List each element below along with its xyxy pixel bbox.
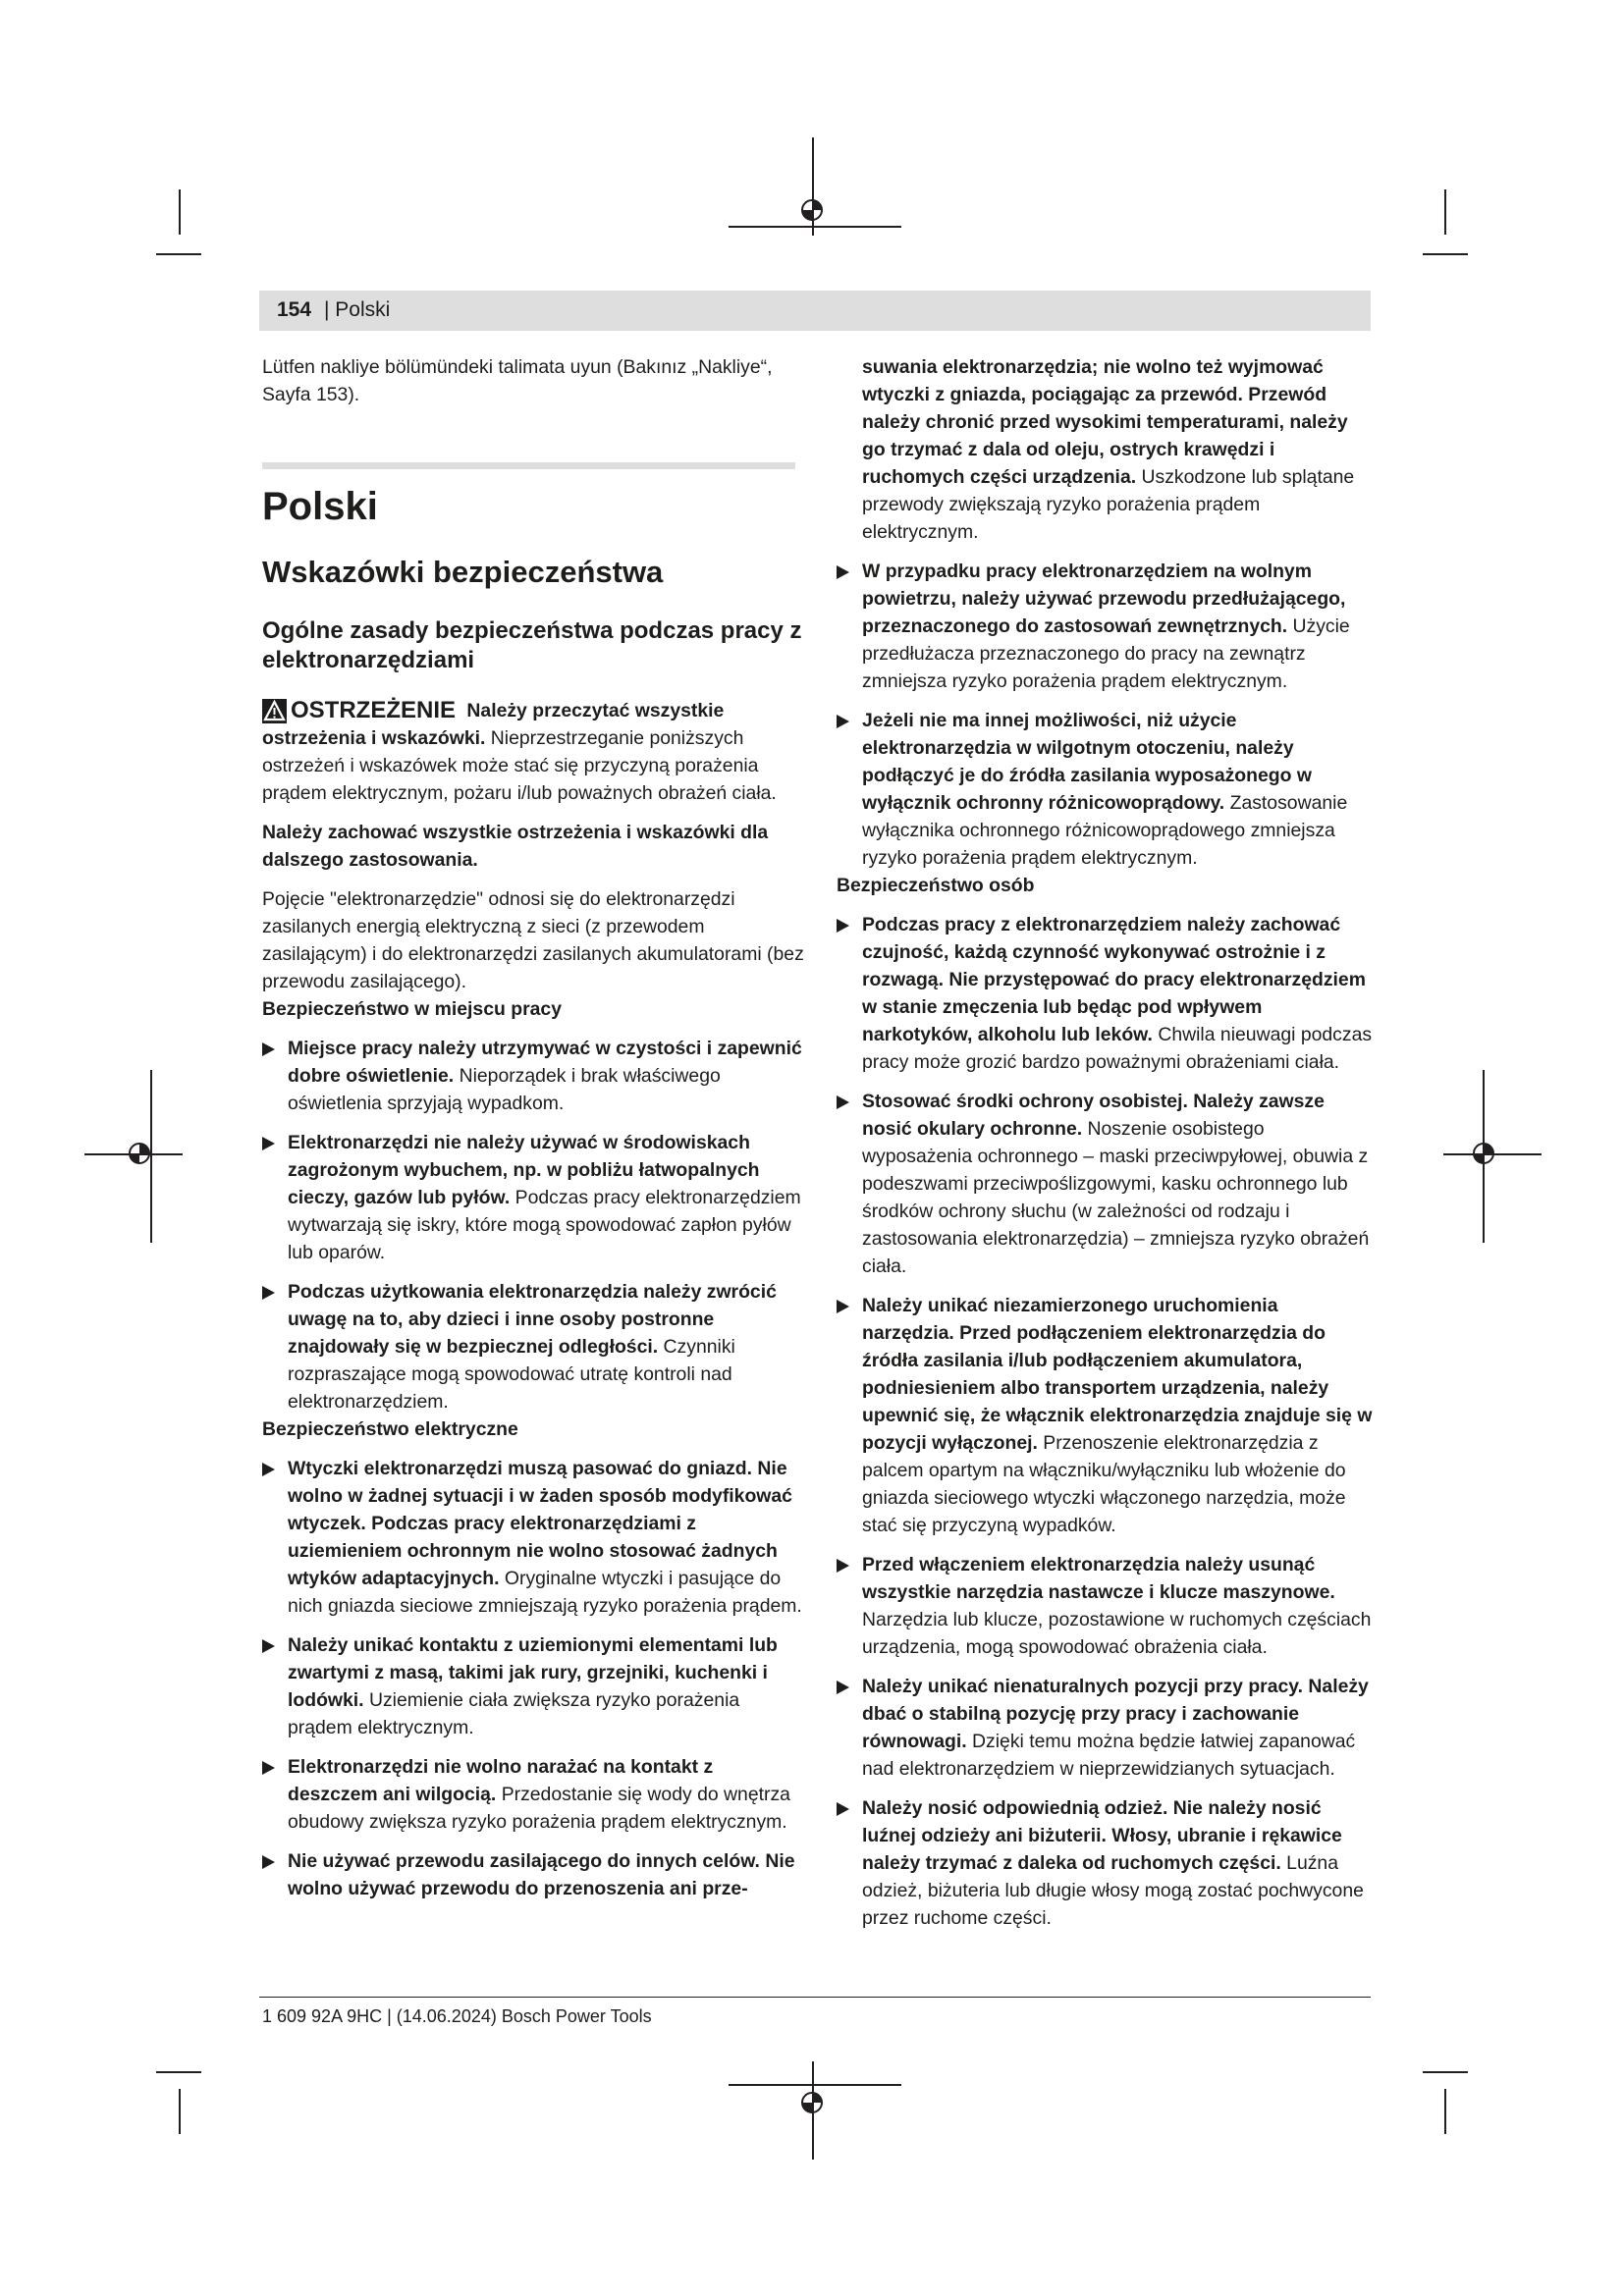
electrical-list [262, 1455, 805, 1902]
bullet-arrow-icon [262, 1137, 275, 1150]
warning-paragraph [262, 697, 805, 807]
header-language: | Polski [324, 298, 391, 321]
list-item-bold: Należy nosić odpowiednią odzież. Nie należy nosić luźnej odzieży ani biżuterii. Włosy, ubranie i rękawice należy trzymać z daleka od ruchomych części. [862, 1797, 1342, 1874]
list-item-text: Chwila nieuwagi podczas pracy może grozić bardzo poważnymi obrażeniami ciała. [862, 1024, 1373, 1073]
bullet-arrow-icon [837, 1095, 849, 1109]
crop-mark [150, 1070, 152, 1243]
footer-divider [259, 1997, 1371, 1998]
continued-paragraph [837, 353, 1375, 546]
list-item-text: Czynniki rozpraszające mogą spowodować utratę kontroli nad elektronarzędziem. [288, 1336, 735, 1413]
crop-mark [84, 1153, 183, 1155]
workplace-list [262, 1035, 805, 1415]
bullet-arrow-icon [837, 1802, 849, 1816]
bullet-arrow-icon [262, 1042, 275, 1056]
warning-triangle-icon [262, 699, 287, 723]
warning-text: Nieprzestrzeganie poniższych ostrzeżeń i wskazówek może stać się przyczyną porażenia prądem elektrycznym, pożaru i/lub poważnych obrażeń ciała. [262, 727, 777, 804]
bullet-arrow-icon [837, 1681, 849, 1694]
continued-bold: suwania elektronarzędzia; nie wolno też wyjmować wtyczki z gniazda, pociągając za przewód. Przewód należy chronić przed wysokimi temperaturami, należy go trzymać z dala od oleju, ostrych krawędzi i ruchomych części urządzenia. [862, 356, 1348, 488]
crop-mark [729, 2084, 901, 2086]
bullet-arrow-icon [837, 1300, 849, 1313]
subsection-title: Ogólne zasady bezpieczeństwa podczas pracy z elektronarzędziami [262, 617, 802, 673]
list-item [837, 911, 1375, 1076]
crop-mark [729, 226, 901, 228]
bullet-arrow-icon [262, 1286, 275, 1300]
warning-label-text: OSTRZEŻENIE [291, 697, 457, 723]
crop-mark [1443, 1153, 1542, 1155]
bullet-arrow-icon [262, 1761, 275, 1775]
crop-mark [1423, 2071, 1468, 2073]
bullet-arrow-icon [837, 919, 849, 933]
bullet-arrow-icon [262, 1463, 275, 1476]
list-item [837, 1088, 1375, 1280]
section-divider [262, 462, 795, 469]
crop-mark [812, 137, 814, 236]
list-item-text: Narzędzia lub klucze, pozostawione w ruchomych częściach urządzenia, mogą spowodować obrażenia ciała. [862, 1609, 1372, 1658]
list-item-bold: Należy unikać niezamierzonego uruchomienia narzędzia. Przed podłączeniem elektronarzędzia do źródła zasilania i/lub podłączeniem akumulatora, podniesieniem albo transportem urządzenia, należy upewnić się, że włącznik elektronarzędzia znajduje się w pozycji wyłączonej. [862, 1295, 1373, 1454]
warning-bold: Należy przeczytać wszystkie ostrzeżenia i wskazówki. [262, 700, 725, 749]
list-item [837, 707, 1375, 872]
personal-heading: Bezpieczeństwo osób [837, 875, 1035, 896]
list-item-text: Przenoszenie elektronarzędzia z palcem opartym na włączniku/wyłączniku lub włożenie do gniazda sieciowego wtyczki włączonego narzędzia, może stać się przyczyną wypadków. [862, 1432, 1346, 1536]
crop-mark [1444, 189, 1446, 235]
list-item-text: Uziemienie ciała zwiększa ryzyko porażenia prądem elektrycznym. [288, 1689, 740, 1738]
list-item-bold: Nie używać przewodu zasilającego do innych celów. Nie wolno używać przewodu do przenoszenia ani prze- [288, 1850, 795, 1899]
crop-mark [156, 2071, 201, 2073]
list-item-bold: W przypadku pracy elektronarzędziem na wolnym powietrzu, należy używać przewodu przedłużającego, przeznaczonego do zastosowań zewnętrznych. [862, 561, 1346, 637]
list-item-text: Użycie przedłużacza przeznaczonego do pracy na zewnątrz zmniejsza ryzyko porażenia prądem elektrycznym. [862, 615, 1350, 692]
list-item-text: Dzięki temu można będzie łatwiej zapanować nad elektronarzędziem w nieprzewidzianych sytuacjach. [862, 1731, 1356, 1780]
list-item-bold: Wtyczki elektronarzędzi muszą pasować do gniazd. Nie wolno w żadnej sytuacji i w żaden sposób modyfikować wtyczek. Podczas pracy elektronarzędziami z uziemieniem ochronnym nie wolno stosować żadnych wtyków adaptacyjnych. [288, 1458, 792, 1589]
bullet-arrow-icon [837, 715, 849, 728]
list-item [262, 1847, 805, 1902]
bullet-arrow-icon [262, 1855, 275, 1869]
list-item-bold: Przed włączeniem elektronarzędzia należy usunąć wszystkie narzędzia nastawcze i klucze maszynowe. [862, 1554, 1335, 1603]
list-item-text: Nieporządek i brak właściwego oświetlenia sprzyjają wypadkom. [288, 1065, 721, 1114]
list-item [262, 1753, 805, 1836]
definition-text: Pojęcie "elektronarzędzie" odnosi się do elektronarzędzi zasilanych energią elektryczną z sieci (z przewodem zasilającym) i do elektronarzędzi zasilanych akumulatorami (bez przewodu zasilającego). [262, 888, 804, 992]
list-item [262, 1035, 805, 1117]
keep-note: Należy zachować wszystkie ostrzeżenia i wskazówki dla dalszego zastosowania. [262, 822, 769, 871]
bullet-arrow-icon [262, 1639, 275, 1653]
list-item-text: Noszenie osobistego wyposażenia ochronnego – maski przeciwpyłowej, obuwia z podeszwami przeciwpoślizgowymi, kasku ochronnego lub środków ochrony słuchu (w zależności od rodzaju i zastosowania elektronarzędzia) – zmniejsza ryzyko obrażeń ciała. [862, 1118, 1370, 1277]
list-item-bold: Miejsce pracy należy utrzymywać w czystości i zapewnić dobre oświetlenie. [288, 1038, 802, 1087]
crop-mark [179, 2089, 181, 2134]
list-item [262, 1278, 805, 1415]
list-item [837, 558, 1375, 695]
crop-mark [1423, 253, 1468, 255]
personal-list [837, 911, 1375, 1932]
crop-mark [156, 253, 201, 255]
list-item-bold: Elektronarzędzi nie wolno narażać na kontakt z deszczem ani wilgocią. [288, 1756, 714, 1805]
page-number: 154 [277, 298, 312, 321]
page-footer: 1 609 92A 9HC | (14.06.2024) Bosch Power Tools [262, 2006, 652, 2026]
warning-label [262, 697, 456, 724]
list-item [837, 1551, 1375, 1661]
electrical-heading: Bezpieczeństwo elektryczne [262, 1418, 518, 1440]
list-item [837, 1794, 1375, 1932]
language-title: Polski [262, 485, 378, 528]
list-item-bold: Należy unikać nienaturalnych pozycji przy pracy. Należy dbać o stabilną pozycję przy pracy i zachowanie równowagi. [862, 1676, 1369, 1752]
bullet-arrow-icon [837, 565, 849, 579]
list-item [262, 1631, 805, 1741]
page-header [259, 291, 1371, 331]
section-title: Wskazówki bezpieczeństwa [262, 555, 664, 589]
list-item-text: Podczas pracy elektronarzędziem wytwarzają się iskry, które mogą spowodować zapłon pyłów lub oparów. [288, 1187, 801, 1263]
right-column [837, 353, 1375, 1932]
crop-mark [1483, 1070, 1485, 1243]
left-column [262, 353, 805, 1902]
list-item-bold: Stosować środki ochrony osobistej. Należy zawsze nosić okulary ochronne. [862, 1091, 1325, 1140]
list-item-bold: Podczas pracy z elektronarzędziem należy zachować czujność, każdą czynność wykonywać ostrożnie i z rozwagą. Nie przystępować do pracy elektronarzędziem w stanie zmęczenia lub będąc pod wpływem narkotyków, alkoholu lub leków. [862, 914, 1366, 1045]
list-item-text: Przedostanie się wody do wnętrza obudowy zwiększa ryzyko porażenia prądem elektrycznym. [288, 1784, 790, 1833]
list-item [837, 1673, 1375, 1783]
list-item-bold: Jeżeli nie ma innej możliwości, niż użycie elektronarzędzia w wilgotnym otoczeniu, należy podłączyć je do źródła zasilania wyposażonego w wyłącznik ochronny różnicowoprądowy. [862, 710, 1312, 814]
electrical-list-continued [837, 558, 1375, 872]
header-language-label: Polski [335, 298, 391, 321]
crop-mark [1444, 2089, 1446, 2134]
continued-text: Uszkodzone lub splątane przewody zwiększają ryzyko porażenia prądem elektrycznym. [862, 466, 1355, 543]
list-item [262, 1455, 805, 1620]
list-item-text: Zastosowanie wyłącznika ochronnego różnicowoprądowego zmniejsza ryzyko porażenia prądem elektrycznym. [862, 792, 1348, 869]
workplace-heading: Bezpieczeństwo w miejscu pracy [262, 998, 562, 1020]
list-item-bold: Należy unikać kontaktu z uziemionymi elementami lub zwartymi z masą, takimi jak rury, grzejniki, kuchenki i lodówki. [288, 1634, 778, 1711]
list-item-text: Oryginalne wtyczki i pasujące do nich gniazda sieciowe zmniejszają ryzyko porażenia prądem. [288, 1568, 802, 1617]
list-item-bold: Podczas użytkowania elektronarzędzia należy zwrócić uwagę na to, aby dzieci i inne osoby postronne znajdowały się w bezpiecznej odległości. [288, 1281, 777, 1358]
list-item [837, 1292, 1375, 1539]
list-item-text: Luźna odzież, biżuteria lub długie włosy mogą zostać pochwycone przez ruchome części. [862, 1852, 1364, 1929]
list-item [262, 1129, 805, 1266]
intro-text: Lütfen nakliye bölümündeki talimata uyun (Bakınız „Nakliye“, Sayfa 153). [262, 356, 773, 405]
crop-mark [179, 189, 181, 235]
crop-mark [812, 2061, 814, 2160]
bullet-arrow-icon [837, 1559, 849, 1573]
list-item-bold: Elektronarzędzi nie należy używać w środowiskach zagrożonym wybuchem, np. w pobliżu łatwopalnych cieczy, gazów lub pyłów. [288, 1132, 760, 1208]
